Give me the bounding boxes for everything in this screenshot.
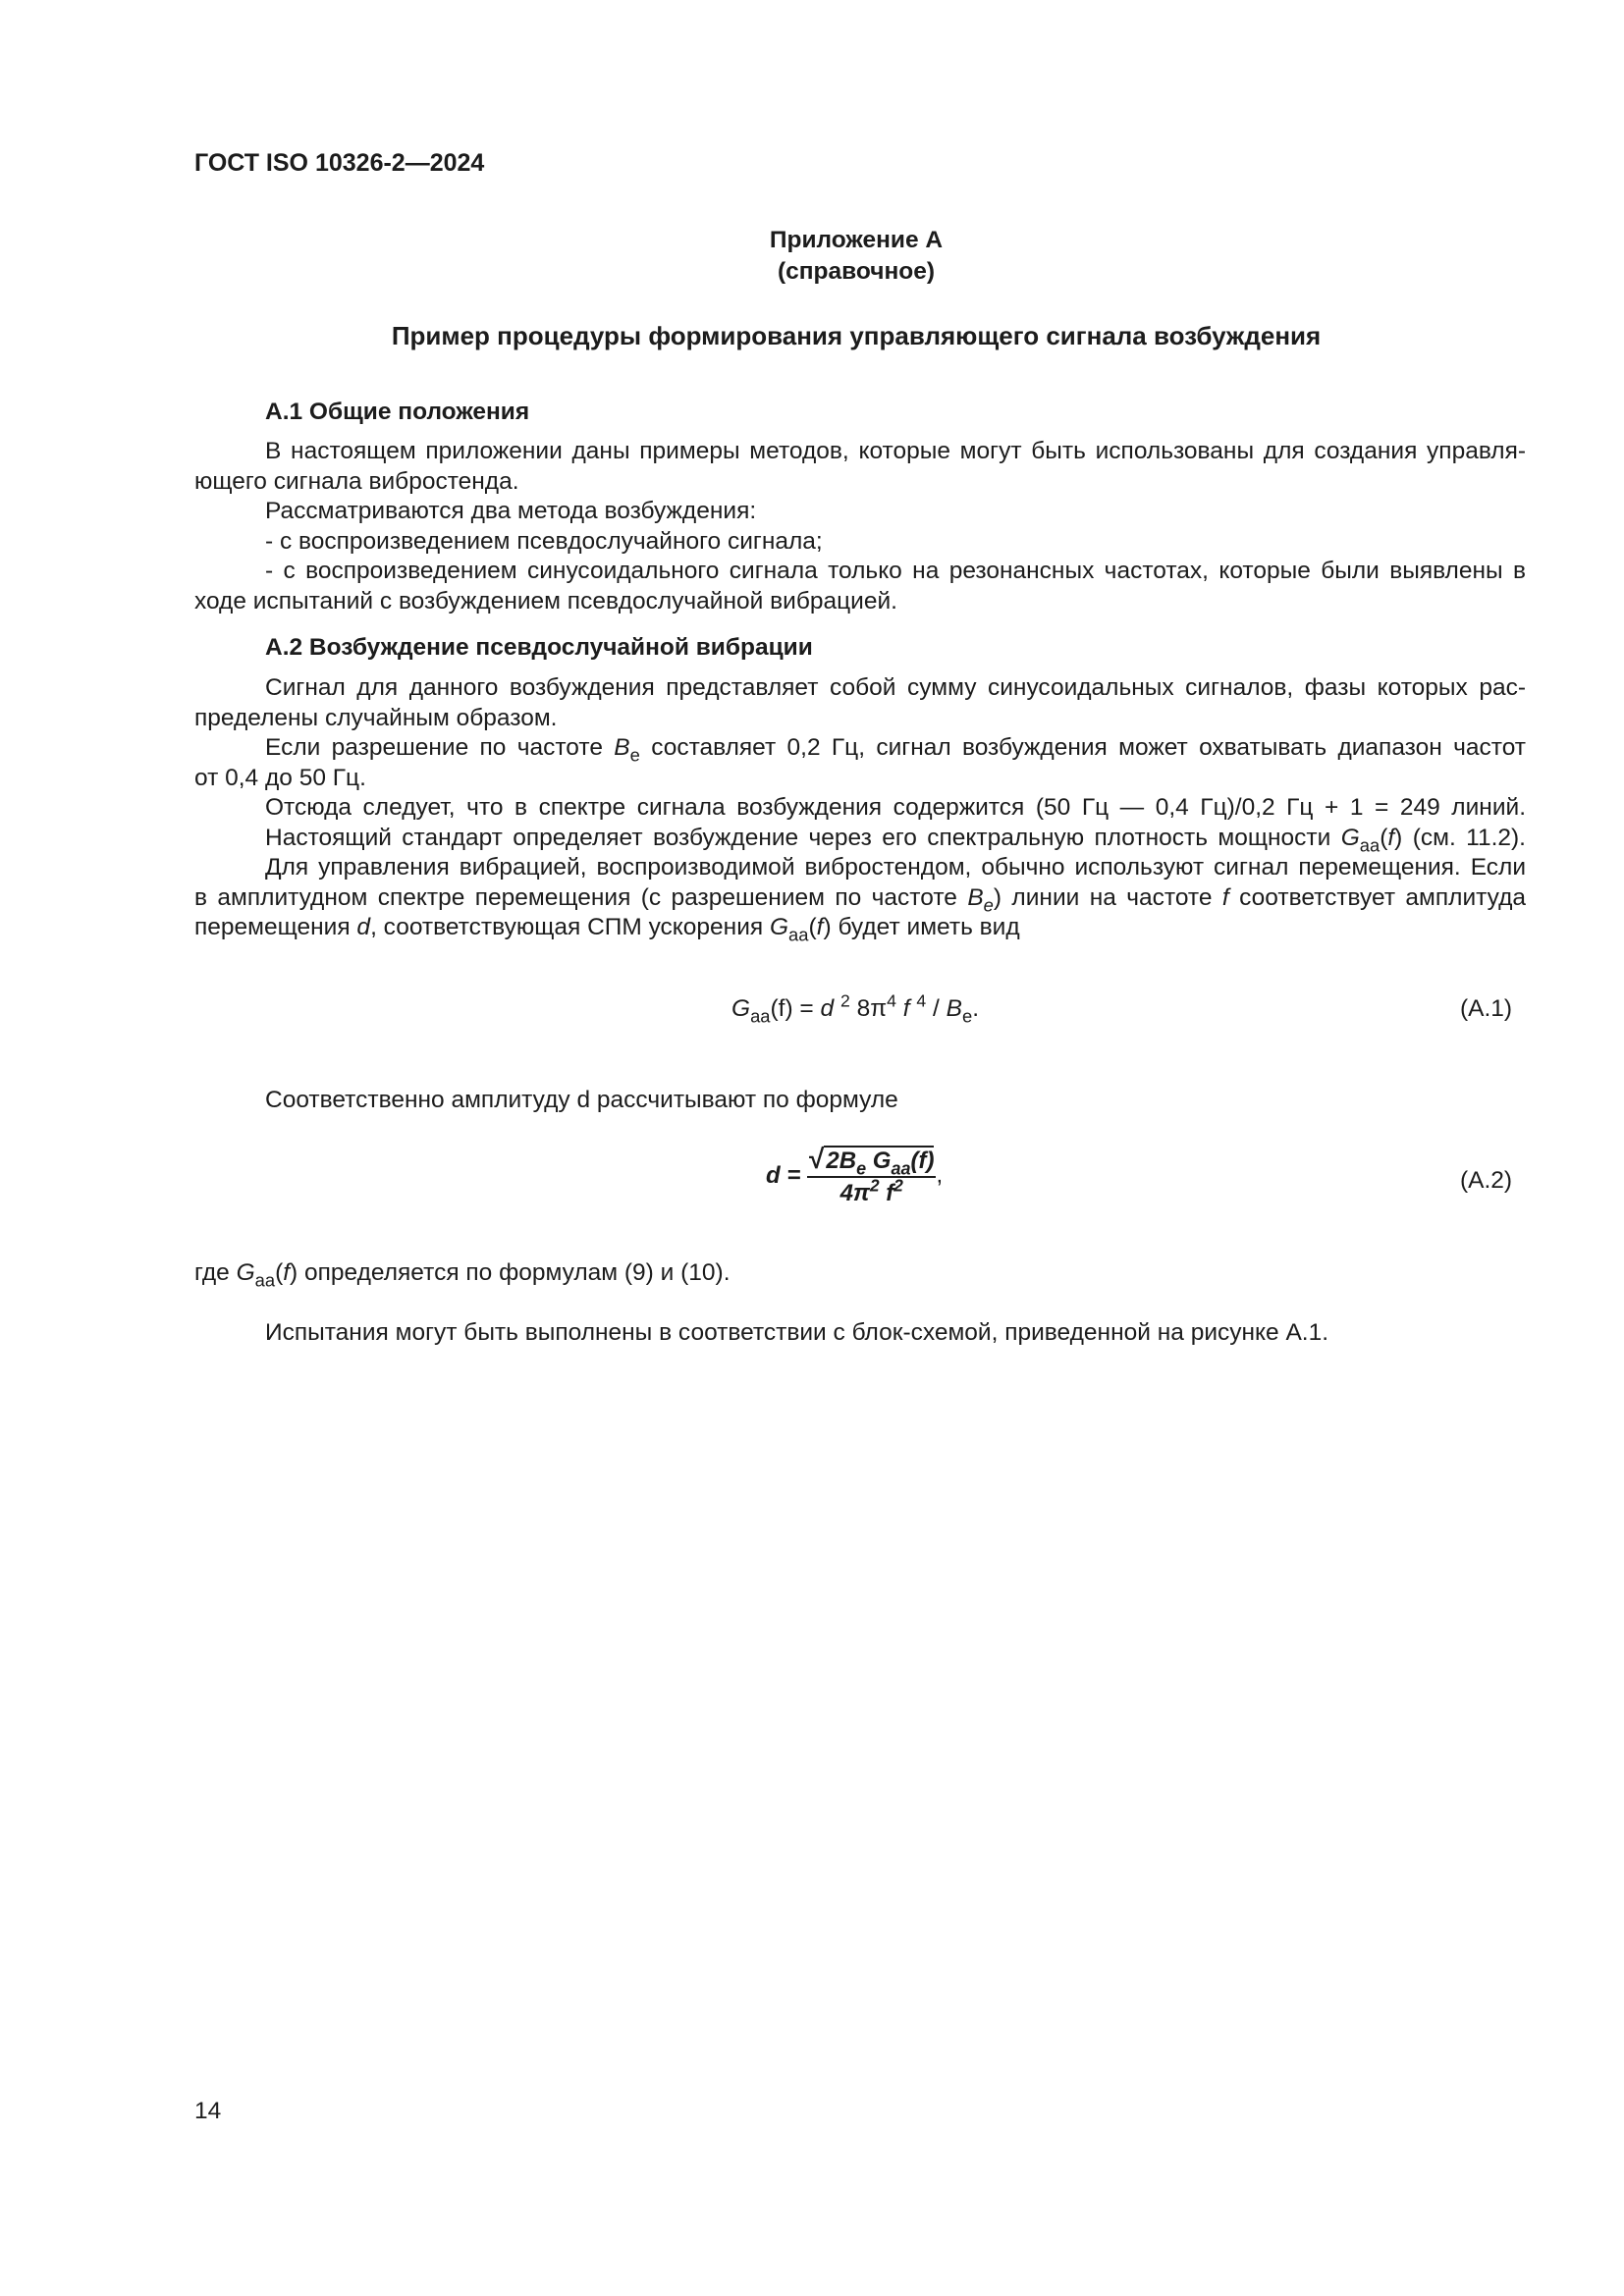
section-a2-heading: А.2 Возбуждение псевдослучайной вибрации <box>265 634 813 661</box>
a2-paragraph-5-line-2: в амплитудном спектре перемещения (с разрешением по частоте $B_e$) линии на частоте f соответствует амплитуда <box>194 884 1527 916</box>
a1-list-item-2-line-1: - с воспроизведением синусоидального сигнала только на резонансных частотах, которые были выявлены в <box>265 558 1526 584</box>
where-clause: где $G_{aa}(f)$ определяется по формулам (9) и (10). <box>194 1259 731 1291</box>
equation-a2-number: (А.2) <box>1460 1167 1513 1194</box>
final-paragraph: Испытания могут быть выполнены в соответствии с блок-схемой, приведенной на рисунке А.1. <box>265 1319 1329 1346</box>
a2-paragraph-1-line-1: Сигнал для данного возбуждения представляет собой сумму синусоидальных сигналов, фазы которых рас- <box>265 674 1526 701</box>
equation-a2-fraction <box>807 1144 936 1207</box>
annex-title: Приложение А <box>769 227 944 253</box>
a2-paragraph-2-line-1: Если разрешение по частоте $B_e$ составляет 0,2 Гц, сигнал возбуждения может охватывать диапазон частот <box>265 734 1527 766</box>
a2-paragraph-1-line-2: пределены случайным образом. <box>194 705 558 731</box>
page-number: 14 <box>194 2098 222 2124</box>
section-a1-heading: А.1 Общие положения <box>265 399 530 425</box>
a2-paragraph-5-line-3: перемещения d, соответствующая СПМ ускорения $G_{aa}(f)$ будет иметь вид <box>194 914 1020 945</box>
equation-a1: $G_{aa}(f) = d$ $^2$ $8\pi^4$ f $^4 / B_e$. <box>731 990 980 1027</box>
a2-paragraph-4: Настоящий стандарт определяет возбуждение через его спектральную плотность мощности $G_{aa}(f)$ (см. 11.2). <box>265 825 1526 856</box>
a1-paragraph-1-line-2: ющего сигнала вибростенда. <box>194 468 519 495</box>
a2-paragraph-5-line-1: Для управления вибрацией, воспроизводимой вибростендом, обычно используют сигнал перемещения. Если <box>265 854 1526 881</box>
annex-status: (справочное) <box>777 258 936 285</box>
a1-paragraph-2: Рассматриваются два метода возбуждения: <box>265 498 757 524</box>
formula-intro-text: Соответственно амплитуду d рассчитывают по формуле <box>265 1087 898 1113</box>
equation-a2-denominator: $4\pi^2$ $f^2$ <box>839 1175 903 1206</box>
equation-a2: d = $\frac{√2B_e G_{aa}(f)}{4\pi^2 f^2}$ , <box>766 1144 944 1206</box>
a1-list-item-2-line-2: ходе испытаний с возбуждением псевдослучайной вибрацией. <box>194 588 897 614</box>
annex-heading: Пример процедуры формирования управляющего сигнала возбуждения <box>391 321 1322 350</box>
document-code: ГОСТ ISO 10326-2—2024 <box>194 149 485 177</box>
equation-a2-numerator: $√2B_e$ $G_{aa}(f)$ <box>809 1144 935 1179</box>
a2-paragraph-2-line-2: от 0,4 до 50 Гц. <box>194 765 366 791</box>
equation-a1-number: (А.1) <box>1460 995 1513 1022</box>
a2-paragraph-3: Отсюда следует, что в спектре сигнала возбуждения содержится (50 Гц — 0,4 Гц)/0,2 Гц + 1 = 249 линий. <box>265 794 1526 821</box>
a1-list-item-1: - с воспроизведением псевдослучайного сигнала; <box>265 528 823 555</box>
a1-paragraph-1-line-1: В настоящем приложении даны примеры методов, которые могут быть использованы для создания управля- <box>265 438 1526 464</box>
